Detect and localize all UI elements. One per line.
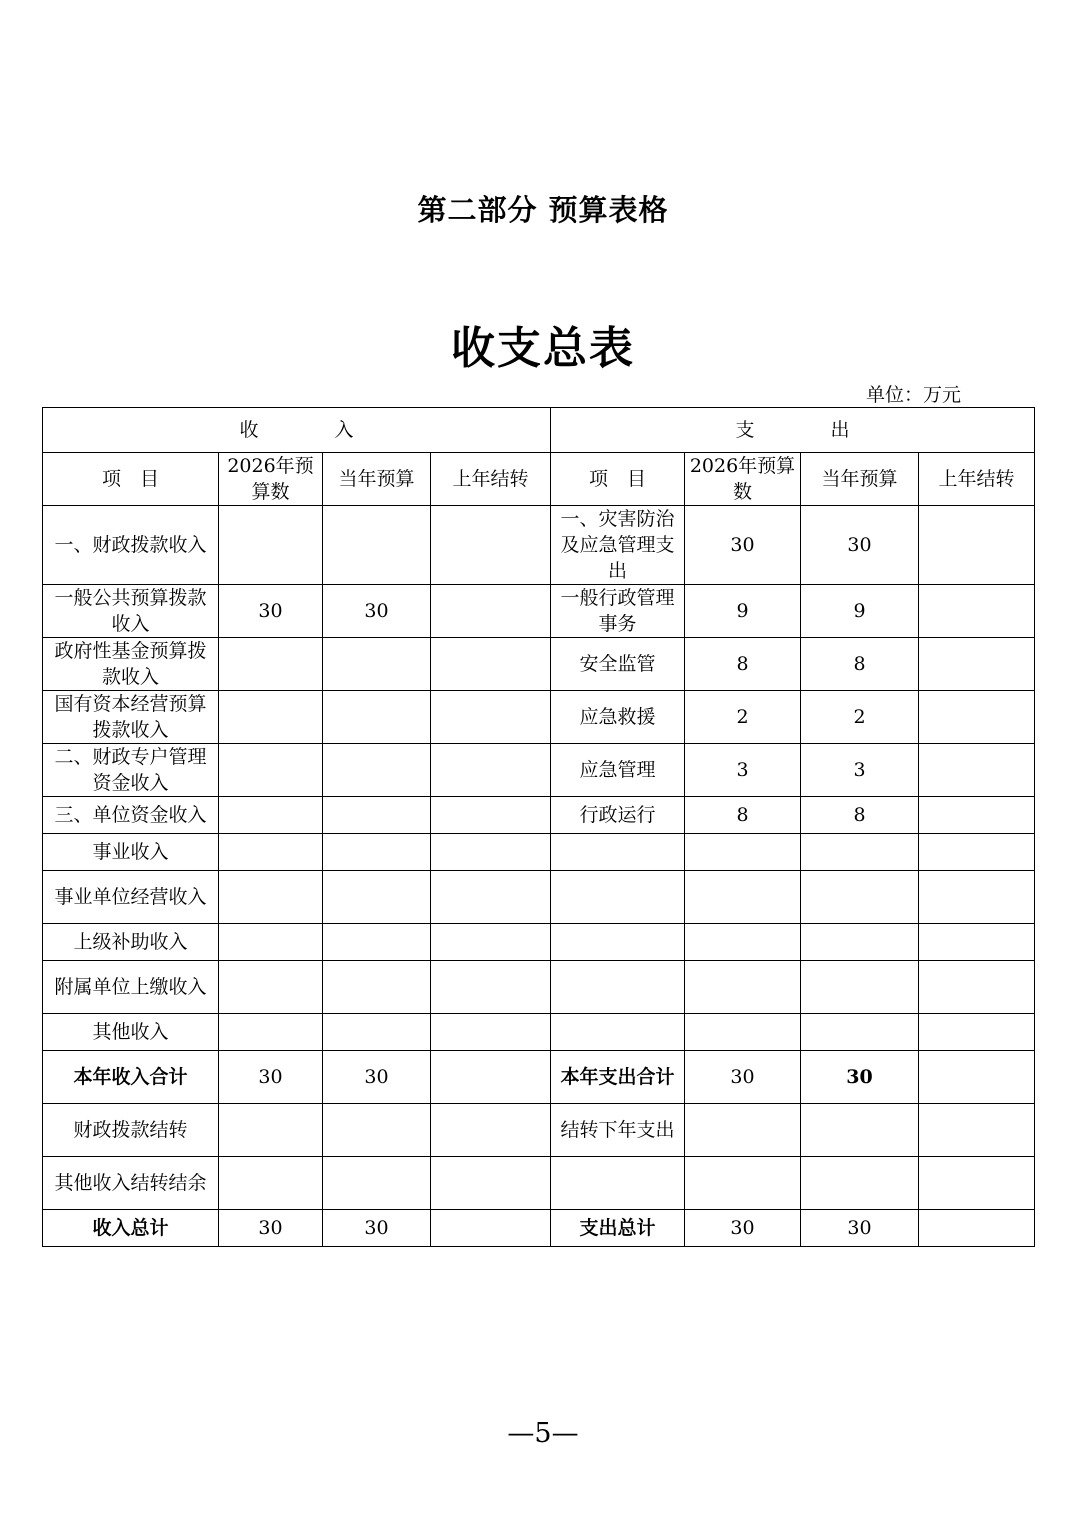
expense-prior — [919, 797, 1035, 834]
income-current — [323, 924, 431, 961]
income-prior-header: 上年结转 — [431, 453, 551, 506]
income-prior — [431, 1104, 551, 1157]
income-current — [323, 744, 431, 797]
income-item: 国有资本经营预算拨款收入 — [43, 691, 219, 744]
income-current: 30 — [323, 1210, 431, 1247]
expense-prior — [919, 834, 1035, 871]
income-prior — [431, 638, 551, 691]
table-row — [43, 1157, 1035, 1210]
income-item: 政府性基金预算拨款收入 — [43, 638, 219, 691]
income-item: 本年收入合计 — [43, 1051, 219, 1104]
income-2026 — [219, 924, 323, 961]
income-prior — [431, 744, 551, 797]
table-row — [43, 585, 1035, 638]
income-prior — [431, 1157, 551, 1210]
table-row — [43, 638, 1035, 691]
income-item: 其他收入结转结余 — [43, 1157, 219, 1210]
expense-item — [551, 961, 685, 1014]
income-2026: 30 — [219, 1051, 323, 1104]
expense-prior — [919, 1157, 1035, 1210]
income-2026 — [219, 834, 323, 871]
expense-prior — [919, 1014, 1035, 1051]
income-prior — [431, 961, 551, 1014]
expense-current: 8 — [801, 797, 919, 834]
income-prior — [431, 797, 551, 834]
expense-2026: 9 — [685, 585, 801, 638]
income-current — [323, 1014, 431, 1051]
expense-current — [801, 961, 919, 1014]
income-2026 — [219, 1014, 323, 1051]
expense-item — [551, 1157, 685, 1210]
expense-2026-header: 2026年预算数 — [685, 453, 801, 506]
table-row — [43, 1104, 1035, 1157]
part-title: 第二部分 预算表格 — [417, 193, 669, 227]
expense-item: 应急管理 — [551, 744, 685, 797]
income-item: 事业单位经营收入 — [43, 871, 219, 924]
table-row — [43, 691, 1035, 744]
expense-item: 安全监管 — [551, 638, 685, 691]
income-item: 其他收入 — [43, 1014, 219, 1051]
expense-2026: 3 — [685, 744, 801, 797]
expense-item: 一般行政管理事务 — [551, 585, 685, 638]
expense-2026: 30 — [685, 1051, 801, 1104]
expense-prior — [919, 638, 1035, 691]
income-2026 — [219, 744, 323, 797]
expense-item — [551, 834, 685, 871]
expense-prior — [919, 691, 1035, 744]
expense-current-header: 当年预算 — [801, 453, 919, 506]
expense-prior — [919, 1051, 1035, 1104]
unit-label: 单位：万元 — [866, 384, 962, 406]
income-prior — [431, 585, 551, 638]
income-current — [323, 1104, 431, 1157]
expense-2026: 30 — [685, 1210, 801, 1247]
table-row — [43, 961, 1035, 1014]
expense-2026: 8 — [685, 638, 801, 691]
income-2026 — [219, 506, 323, 585]
income-current — [323, 638, 431, 691]
expense-current — [801, 1157, 919, 1210]
income-2026 — [219, 871, 323, 924]
expense-current: 30 — [801, 1051, 919, 1104]
expense-2026 — [685, 834, 801, 871]
expense-2026: 8 — [685, 797, 801, 834]
income-2026 — [219, 961, 323, 1014]
income-item: 二、财政专户管理资金收入 — [43, 744, 219, 797]
table-row-subtotal — [43, 1051, 1035, 1104]
expense-current: 30 — [801, 1210, 919, 1247]
expense-2026: 2 — [685, 691, 801, 744]
expense-prior — [919, 961, 1035, 1014]
main-title: 收支总表 — [451, 323, 635, 374]
expense-prior — [919, 744, 1035, 797]
income-item: 上级补助收入 — [43, 924, 219, 961]
income-current: 30 — [323, 1051, 431, 1104]
expense-current: 8 — [801, 638, 919, 691]
income-item: 财政拨款结转 — [43, 1104, 219, 1157]
expense-section-header: 支 出 — [551, 408, 1035, 453]
expense-current — [801, 834, 919, 871]
expense-prior — [919, 1104, 1035, 1157]
expense-2026 — [685, 871, 801, 924]
income-prior — [431, 1051, 551, 1104]
income-2026: 30 — [219, 1210, 323, 1247]
table-row — [43, 834, 1035, 871]
table-row — [43, 924, 1035, 961]
income-prior — [431, 691, 551, 744]
expense-current — [801, 1014, 919, 1051]
budget-summary-table — [42, 407, 1035, 1247]
income-current — [323, 691, 431, 744]
expense-prior — [919, 1210, 1035, 1247]
column-header-row — [43, 453, 1035, 506]
expense-item: 应急救援 — [551, 691, 685, 744]
table-row-total — [43, 1210, 1035, 1247]
expense-current — [801, 871, 919, 924]
income-prior — [431, 1014, 551, 1051]
income-current — [323, 834, 431, 871]
income-item: 一、财政拨款收入 — [43, 506, 219, 585]
expense-item: 本年支出合计 — [551, 1051, 685, 1104]
income-2026 — [219, 691, 323, 744]
income-current — [323, 797, 431, 834]
table-row — [43, 1014, 1035, 1051]
expense-item: 行政运行 — [551, 797, 685, 834]
income-section-header: 收 入 — [43, 408, 551, 453]
table-row — [43, 871, 1035, 924]
expense-prior — [919, 924, 1035, 961]
expense-prior — [919, 585, 1035, 638]
income-prior — [431, 1210, 551, 1247]
expense-2026: 30 — [685, 506, 801, 585]
income-2026-header: 2026年预算数 — [219, 453, 323, 506]
income-item: 一般公共预算拨款收入 — [43, 585, 219, 638]
expense-item — [551, 871, 685, 924]
expense-item: 一、灾害防治及应急管理支出 — [551, 506, 685, 585]
expense-item-header: 项 目 — [551, 453, 685, 506]
income-2026: 30 — [219, 585, 323, 638]
expense-current: 2 — [801, 691, 919, 744]
expense-current: 30 — [801, 506, 919, 585]
table-row — [43, 797, 1035, 834]
expense-2026 — [685, 961, 801, 1014]
income-prior — [431, 871, 551, 924]
income-current — [323, 506, 431, 585]
expense-2026 — [685, 924, 801, 961]
expense-current — [801, 1104, 919, 1157]
expense-prior — [919, 871, 1035, 924]
section-header-row — [43, 408, 1035, 453]
income-prior — [431, 924, 551, 961]
income-current — [323, 1157, 431, 1210]
expense-item — [551, 1014, 685, 1051]
expense-item — [551, 924, 685, 961]
page-number: —5— — [507, 1418, 579, 1449]
income-2026 — [219, 1157, 323, 1210]
income-2026 — [219, 638, 323, 691]
expense-item: 支出总计 — [551, 1210, 685, 1247]
expense-prior-header: 上年结转 — [919, 453, 1035, 506]
income-current — [323, 961, 431, 1014]
income-item-header: 项 目 — [43, 453, 219, 506]
income-item: 三、单位资金收入 — [43, 797, 219, 834]
expense-2026 — [685, 1104, 801, 1157]
income-current: 30 — [323, 585, 431, 638]
expense-current: 3 — [801, 744, 919, 797]
income-2026 — [219, 1104, 323, 1157]
expense-item: 结转下年支出 — [551, 1104, 685, 1157]
income-2026 — [219, 797, 323, 834]
income-current — [323, 871, 431, 924]
table-row — [43, 506, 1035, 585]
income-item: 收入总计 — [43, 1210, 219, 1247]
expense-2026 — [685, 1014, 801, 1051]
income-current-header: 当年预算 — [323, 453, 431, 506]
income-item: 附属单位上缴收入 — [43, 961, 219, 1014]
income-prior — [431, 506, 551, 585]
income-prior — [431, 834, 551, 871]
table-row — [43, 744, 1035, 797]
expense-prior — [919, 506, 1035, 585]
income-item: 事业收入 — [43, 834, 219, 871]
expense-current: 9 — [801, 585, 919, 638]
expense-2026 — [685, 1157, 801, 1210]
expense-current — [801, 924, 919, 961]
